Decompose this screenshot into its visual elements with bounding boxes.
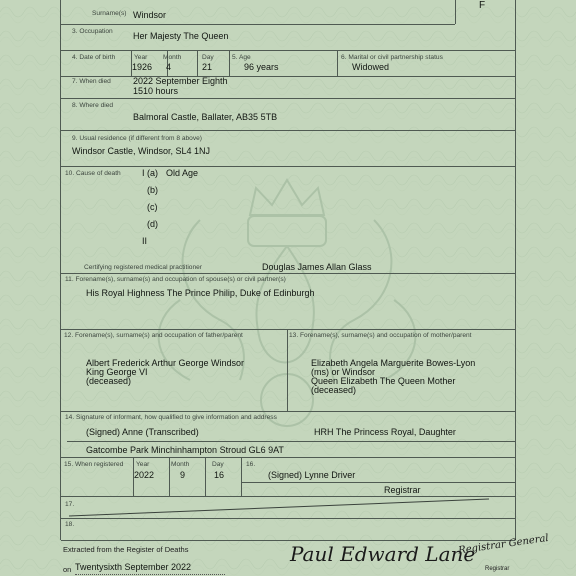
registrar-caption: Registrar [485,566,510,572]
informant-qualification: HRH The Princess Royal, Daughter [314,427,456,437]
cause-part-one: I (a) [142,168,159,178]
where-died-label: 8. Where died [72,102,114,109]
registrar-general-signature: Paul Edward Lane [290,542,476,566]
spouse-label: 11. Forename(s), surname(s) and occupation of spouse(s) or civil partner(s) [65,276,286,283]
when-registered-label: 15. When registered [64,461,124,468]
footer-on-label: on [63,565,72,574]
informant-label: 14. Signature of informant, how qualified to give information and address [65,414,277,421]
mother-line-3: Queen Elizabeth The Queen Mother [311,376,456,386]
usual-residence-value: Windsor Castle, Windsor, SL4 1NJ [72,146,211,156]
reg-day: 16 [214,470,225,480]
age-value: 96 years [244,62,279,72]
dob-day: 21 [202,62,213,72]
dob-year-label: Year [134,54,148,61]
dob-label: 4. Date of birth [72,54,116,61]
footer-date: Twentysixth September 2022 [75,562,192,572]
marital-label: 6. Marital or civil partnership status [341,54,443,61]
where-died-value: Balmoral Castle, Ballater, AB35 5TB [133,112,278,122]
father-line-3: (deceased) [86,376,132,386]
cause-line-d: (d) [147,219,158,229]
reg-month-label: Month [171,461,190,468]
surname-label: Surname(s) [92,10,127,17]
reg-year: 2022 [134,470,155,480]
informant-signature: (Signed) Anne (Transcribed) [86,427,199,437]
spouse-value: His Royal Highness The Prince Philip, Duke of Edinburgh [86,288,315,298]
reg-year-label: Year [136,461,150,468]
father-label: 12. Forename(s), surname(s) and occupation of father/parent [64,332,243,339]
when-died-time: 1510 hours [133,86,179,96]
mother-line-2: (ms) or Windsor [311,367,376,377]
father-line-2: King George VI [86,367,148,377]
certifying-name: Douglas James Allan Glass [262,262,372,272]
cause-line-b: (b) [147,185,158,195]
reg-month: 9 [180,470,186,480]
registrar-title: Registrar [384,485,421,495]
extracted-from-text: Extracted from the Register of Deaths [63,545,189,554]
occupation-value: Her Majesty The Queen [133,31,229,41]
dob-year: 1926 [132,62,153,72]
cause-line-c: (c) [147,202,158,212]
row17-strike-line [61,496,515,518]
mother-label: 13. Forename(s), surname(s) and occupation of mother/parent [289,332,472,339]
row18-label: 18. [65,521,75,528]
certifying-label: Certifying registered medical practitioner [84,264,203,271]
dob-month-label: Month [163,54,182,61]
informant-address: Gatcombe Park Minchinhampton Stroud GL6 9AT [86,445,284,455]
mother-line-4: (deceased) [311,385,357,395]
registrar-row-label: 16. [246,461,256,468]
dob-month: 4 [166,62,172,72]
surname-value: Windsor [133,10,167,20]
cause-part-two: II [142,236,148,246]
cause-line-a: Old Age [166,168,199,178]
row17-label: 17. [65,501,75,508]
father-line-1: Albert Frederick Arthur George Windsor [86,358,245,368]
usual-residence-label: 9. Usual residence (if different from 8 above) [72,135,202,142]
cause-of-death-label: 10. Cause of death [65,170,121,177]
when-died-date: 2022 September Eighth [133,76,228,86]
when-died-label: 7. When died [72,78,111,85]
top-right-letter: F [479,0,486,11]
reg-day-label: Day [212,461,224,468]
dob-day-label: Day [202,54,214,61]
registrar-signature: (Signed) Lynne Driver [268,470,356,480]
mother-line-1: Elizabeth Angela Marguerite Bowes-Lyon [311,358,476,368]
marital-value: Widowed [352,62,390,72]
age-label: 5. Age [232,54,251,61]
occupation-label: 3. Occupation [72,28,113,35]
registrar-general-handwritten: Registrar General [457,532,550,557]
